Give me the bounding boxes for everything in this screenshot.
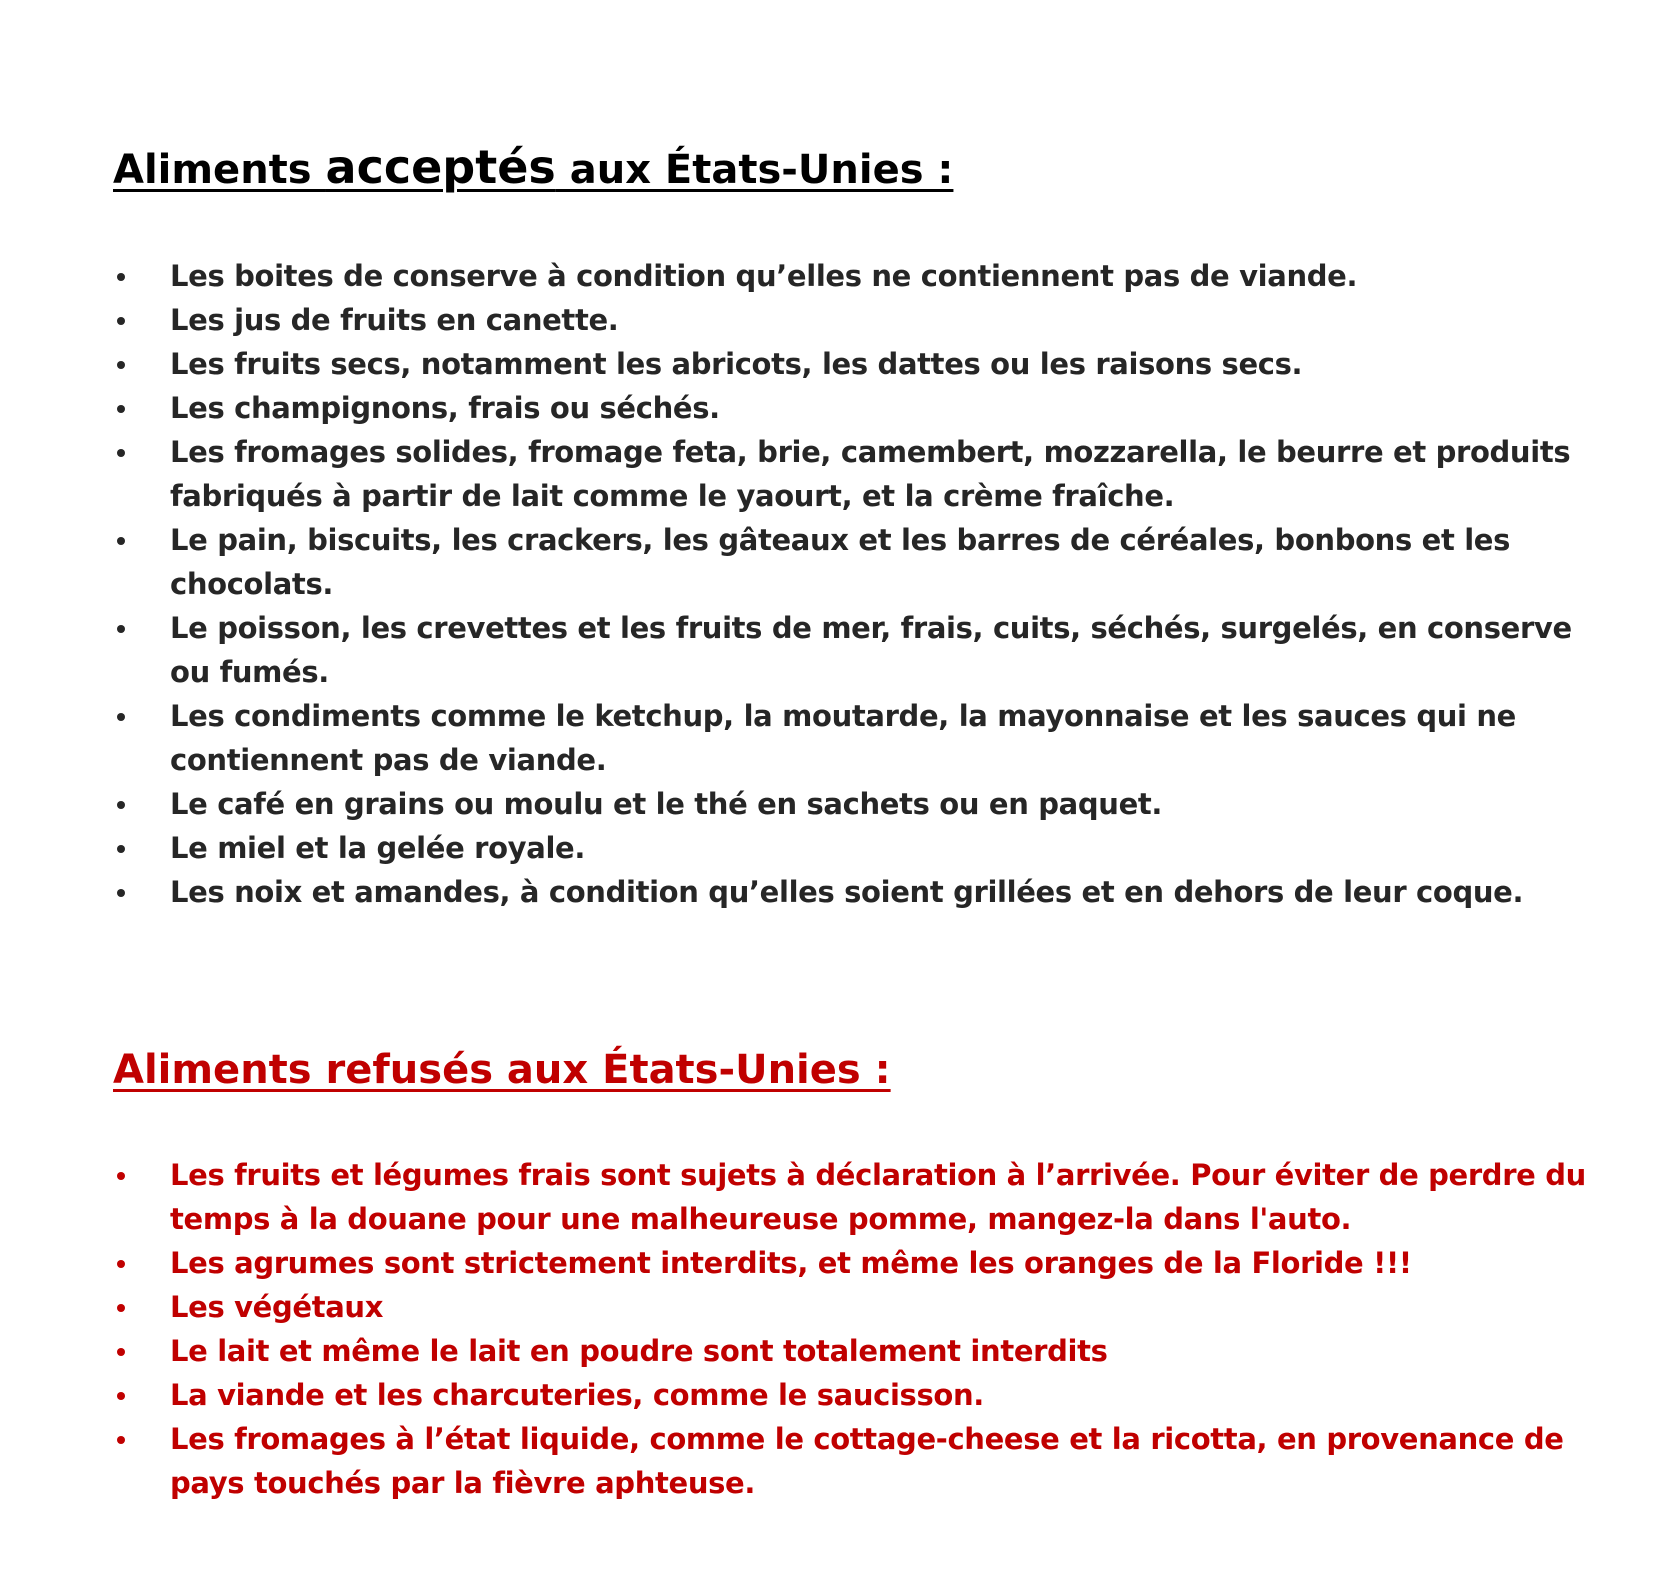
bullet-icon xyxy=(117,889,125,897)
list-item-text: Les noix et amandes, à condition qu’elles soient grillées et en dehors de leur coque. xyxy=(170,875,1524,909)
list-item xyxy=(113,1285,1603,1329)
bullet-icon xyxy=(117,713,125,721)
refused-section xyxy=(113,1043,1603,1505)
accepted-heading-part-2: acceptés xyxy=(325,140,556,194)
list-item-text: Le pain, biscuits, les crackers, les gâteaux et les barres de céréales, bonbons et les chocolats. xyxy=(170,523,1511,601)
list-item xyxy=(113,1417,1603,1505)
list-item-text: Les jus de fruits en canette. xyxy=(170,303,619,337)
list-item xyxy=(113,254,1603,298)
bullet-icon xyxy=(117,537,125,545)
bullet-icon xyxy=(117,801,125,809)
accepted-heading-part-3: aux États-Unies : xyxy=(555,147,954,193)
list-item xyxy=(113,782,1603,826)
refused-heading: Aliments refusés aux États-Unies : xyxy=(113,1047,891,1093)
list-item xyxy=(113,1329,1603,1373)
list-item-text: Le miel et la gelée royale. xyxy=(170,831,586,865)
bullet-icon xyxy=(117,1392,125,1400)
accepted-list xyxy=(113,254,1603,914)
accepted-heading-part-1: Aliments xyxy=(113,147,326,193)
bullet-icon xyxy=(117,845,125,853)
list-item-text: Les végétaux xyxy=(170,1290,384,1324)
bullet-icon xyxy=(117,1436,125,1444)
list-item-text: Les boites de conserve à condition qu’elles ne contiennent pas de viande. xyxy=(170,259,1358,293)
list-item-text: Les fromages à l’état liquide, comme le cottage-cheese et la ricotta, en provenance de pays touchés par la fièvre aphteuse. xyxy=(170,1422,1564,1500)
list-item-text: Les agrumes sont strictement interdits, et même les oranges de la Floride !!! xyxy=(170,1246,1412,1280)
bullet-icon xyxy=(117,1304,125,1312)
list-item xyxy=(113,518,1603,606)
bullet-icon xyxy=(117,361,125,369)
list-item xyxy=(113,1153,1603,1241)
bullet-icon xyxy=(117,273,125,281)
list-item xyxy=(113,694,1603,782)
accepted-heading xyxy=(113,140,1603,197)
list-item-text: Les condiments comme le ketchup, la moutarde, la mayonnaise et les sauces qui ne contiennent pas de viande. xyxy=(170,699,1516,777)
bullet-icon xyxy=(117,625,125,633)
bullet-icon xyxy=(117,317,125,325)
list-item-text: Les champignons, frais ou séchés. xyxy=(170,391,720,425)
list-item-text: La viande et les charcuteries, comme le saucisson. xyxy=(170,1378,984,1412)
list-item-text: Les fromages solides, fromage feta, brie, camembert, mozzarella, le beurre et produits fabriqués à partir de lait comme le yaourt, et la crème fraîche. xyxy=(170,435,1571,513)
list-item-text: Le lait et même le lait en poudre sont totalement interdits xyxy=(170,1334,1108,1368)
list-item xyxy=(113,1241,1603,1285)
list-item-text: Les fruits et légumes frais sont sujets à déclaration à l’arrivée. Pour éviter de perdre du temps à la douane pour une malheureuse pomme, mangez-la dans l'auto. xyxy=(170,1158,1586,1236)
bullet-icon xyxy=(117,449,125,457)
list-item xyxy=(113,298,1603,342)
bullet-icon xyxy=(117,405,125,413)
list-item xyxy=(113,870,1603,914)
list-item xyxy=(113,826,1603,870)
bullet-icon xyxy=(117,1172,125,1180)
list-item-text: Le poisson, les crevettes et les fruits de mer, frais, cuits, séchés, surgelés, en conserve ou fumés. xyxy=(170,611,1572,689)
list-item-text: Le café en grains ou moulu et le thé en sachets ou en paquet. xyxy=(170,787,1163,821)
list-item xyxy=(113,606,1603,694)
bullet-icon xyxy=(117,1260,125,1268)
bullet-icon xyxy=(117,1348,125,1356)
list-item xyxy=(113,1373,1603,1417)
list-item-text: Les fruits secs, notamment les abricots, les dattes ou les raisons secs. xyxy=(170,347,1303,381)
accepted-section xyxy=(113,140,1603,914)
refused-list xyxy=(113,1153,1603,1505)
list-item xyxy=(113,386,1603,430)
list-item xyxy=(113,342,1603,386)
list-item xyxy=(113,430,1603,518)
